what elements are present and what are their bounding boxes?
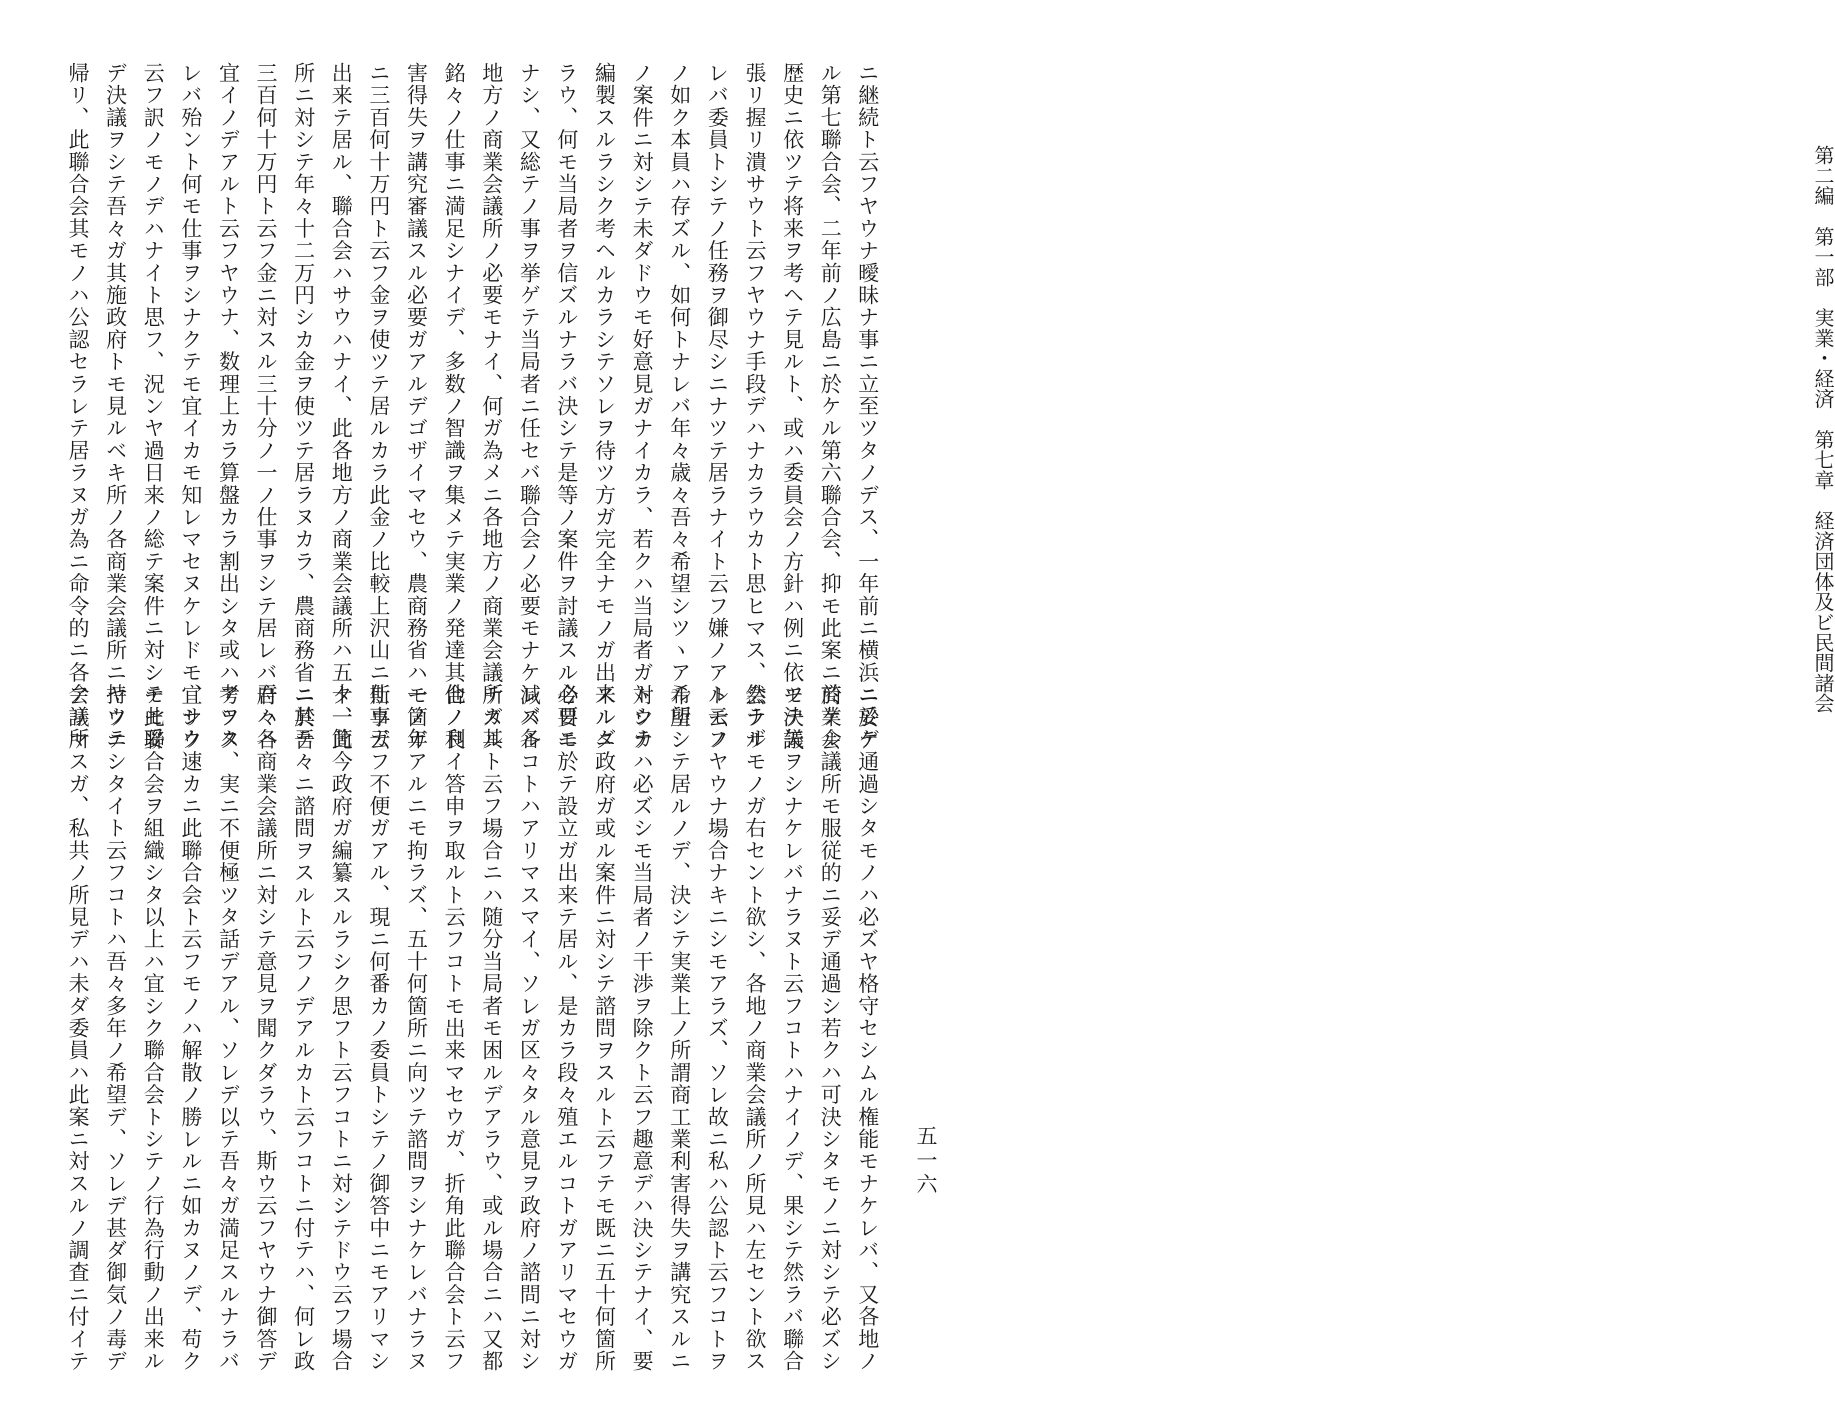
text-column: 出来テ居ル、聯合会ハサウハナイ、此各地方ノ商業会議所ハ五十一箇 bbox=[329, 62, 354, 751]
text-column: ヤウニシタイト云フコトハ吾々多年ノ希望デ、ソレデ甚ダ御気ノ毒デ bbox=[103, 684, 128, 1373]
text-column: モ此聯合会ヲ組織シタ以上ハ宜シク聯合会トシテノ行為行動ノ出来ル bbox=[141, 684, 166, 1373]
text-column: ノ如ク本員ハ存ズル、如何トナレバ年々歳々吾々希望シツヽアル所 bbox=[667, 62, 692, 728]
text-column: ニ其吾々ニ諮問ヲスルト云フノデアルカト云フコトニ付テハ、何レ政 bbox=[291, 684, 316, 1373]
running-head: 第二編 第一部 実業・経済 第七章 経済団体及ビ民間諸会 bbox=[1811, 145, 1835, 714]
page-number: 五一六 bbox=[914, 1125, 938, 1197]
text-column: 銘々ノ仕事ニ満足シナイデ、多数ノ智識ヲ集メテ実業ノ発達其他ノ利 bbox=[442, 62, 467, 751]
text-column: モノガアルニモ拘ラズ、五十何箇所ニ向ツテ諮問ヲシナケレバナラヌ bbox=[404, 684, 429, 1373]
text-column: 張リ握リ潰サウト云フヤウナ手段デハナカラウカト思ヒマス、然ラザ bbox=[742, 62, 767, 751]
bottom-text-block bbox=[58, 684, 880, 1373]
text-column: レバ殆ント何モ仕事ヲシナクテモ宜イカモ知レマセヌケレドモ、サウ bbox=[178, 62, 203, 751]
text-column: 宜シク速カニ此聯合会ト云フモノハ解散ノ勝レルニ如カヌノデ、苟ク bbox=[178, 684, 203, 1373]
text-column: ノ案件ニ対シテ未ダドウモ好意見ガナイカラ、若クハ当局者ガトウカ bbox=[630, 62, 655, 751]
text-column: ニ三百何十万円ト云フ金ヲ使ツテ居ルカラ此金ノ比較上沢山ニ仕事ガ bbox=[366, 62, 391, 751]
text-column: テスルト云フ場合ニハ随分当局者モ困ルデアラウ、或ル場合ニハ又都 bbox=[479, 684, 504, 1373]
text-column: 希望シテ居ルノデ、決シテ実業上ノ所謂商工業利害得失ヲ講究スルニ bbox=[667, 684, 692, 1373]
top-text-block bbox=[58, 62, 880, 751]
text-column: 害得失ヲ講究審議スル必要ガアルデゴザイマセウ、農商務省ハ一箇年 bbox=[404, 62, 429, 751]
text-column: ト云フヤウナ場合ナキニシモアラズ、ソレ故ニ私ハ公認ト云フコトヲ bbox=[705, 684, 730, 1373]
text-column: 所ニ対シテ年々十二万円シカ金ヲ使ツテ居ラヌカラ、農商務省ニ於テ bbox=[291, 62, 316, 751]
text-column: モ決議ヲシナケレバナラヌト云フコトハナイノデ、果シテ然ラバ聯合 bbox=[780, 684, 805, 1373]
text-column: 地方ノ商業会議所ノ必要モナイ、何ガ為メニ各地方ノ商業会議所ガ其 bbox=[479, 62, 504, 751]
text-column: ラウ、何モ当局者ヲ信ズルナラバ決シテ是等ノ案件ヲ討議スル必要モ bbox=[554, 62, 579, 751]
text-column: ニ継続ト云フヤウナ曖昧ナ事ニ立至ツタノデス、一年前ニ横浜ニ於ケ bbox=[855, 62, 880, 751]
text-column: アリマスガ、私共ノ所見デハ未ダ委員ハ此案ニ対スルノ調査ニ付イテ bbox=[66, 684, 90, 1373]
text-column: 府ハ各商業会議所ニ対シテ意見ヲ聞クダラウ、斯ウ云フヤウナ御答デ bbox=[254, 684, 279, 1373]
text-column: 三百何十万円ト云フ金ニ対スル三十分ノ一ノ仕事ヲシテ居レバ吾々ハ bbox=[254, 62, 279, 751]
text-column: 編製スルラシク考ヘルカラシテソレヲ待ツ方ガ完全ナモノガ出来ルダ bbox=[592, 62, 617, 751]
page-header bbox=[895, 50, 1835, 714]
text-column: 対シテハ必ズシモ当局者ノ干渉ヲ除クト云フ趣意デハ決シテナイ、要 bbox=[630, 684, 655, 1373]
text-column: タ、此今政府ガ編纂スルラシク思フト云フコトニ対シテドウ云フ場合 bbox=[329, 684, 354, 1373]
text-column: 帰リ、此聯合会其モノハ公認セラレテ居ラヌガ為ニ命令的ニ各会議所 bbox=[66, 62, 90, 751]
text-column: 宜イノデアルト云フヤウナ、数理上カラ算盤カラ割出シタ或ハ考ヲス bbox=[216, 62, 241, 751]
text-column: デ決議ヲシテ吾々ガ其施政府トモ見ルベキ所ノ各商業会議所ニ持ツテ bbox=[103, 62, 128, 751]
text-column: 云フ訳ノモノデハナイト思フ、況ンヤ過日来ノ総テ案件ニ対シテモ妥 bbox=[141, 62, 166, 751]
text-column: アツタ、実ニ不便極ツタ話デアル、ソレデ以テ吾々ガ満足スルナラバ bbox=[216, 684, 241, 1373]
text-column: ル第七聯合会、二年前ノ広島ニ於ケル第六聯合会、抑モ此案ニ於ケル bbox=[818, 62, 843, 751]
text-column: 歴史ニ依ツテ将来ヲ考ヘテ見ルト、或ハ委員会ノ方針ハ例ニ依ツテ矢 bbox=[780, 62, 805, 751]
text-column: スルニ政府ガ或ル案件ニ対シテ諮問ヲスルト云フテモ既ニ五十何箇所 bbox=[592, 684, 617, 1373]
text-column: レバ委員トシテノ任務ヲ御尽シニナツテ居ラナイト云フ嫌ノアルモノ bbox=[705, 62, 730, 751]
text-column: ナシ、又総テノ事ヲ挙ゲテ当局者ニ任セバ聯合会ノ必要モナケレバ各 bbox=[517, 62, 542, 751]
text-column: 合ノ良イ答申ヲ取ルト云フコトモ出来マセウガ、折角此聯合会ト云フ bbox=[442, 684, 467, 1373]
text-column: 会ナルモノガ右セント欲シ、各地ノ商業会議所ノ所見ハ左セント欲ス bbox=[742, 684, 767, 1373]
text-column: 減ズルコトハアリマスマイ、ソレガ区々タル意見ヲ政府ノ諮問ニ対シ bbox=[517, 684, 542, 1373]
text-column: ニ妥デ通過シタモノハ必ズヤ格守セシムル権能モナケレバ、又各地ノ bbox=[855, 684, 880, 1373]
text-column: 商業会議所モ服従的ニ妥デ通過シ若クハ可決シタモノニ対シテ必ズシ bbox=[818, 684, 843, 1373]
text-column: 今日ニ於テ設立ガ出来テ居ル、是カラ段々殖エルコトガアリマセウガ bbox=[554, 684, 579, 1373]
text-column: 斯ウ云フ不便ガアル、現ニ何番カノ委員トシテノ御答中ニモアリマシ bbox=[366, 684, 391, 1373]
